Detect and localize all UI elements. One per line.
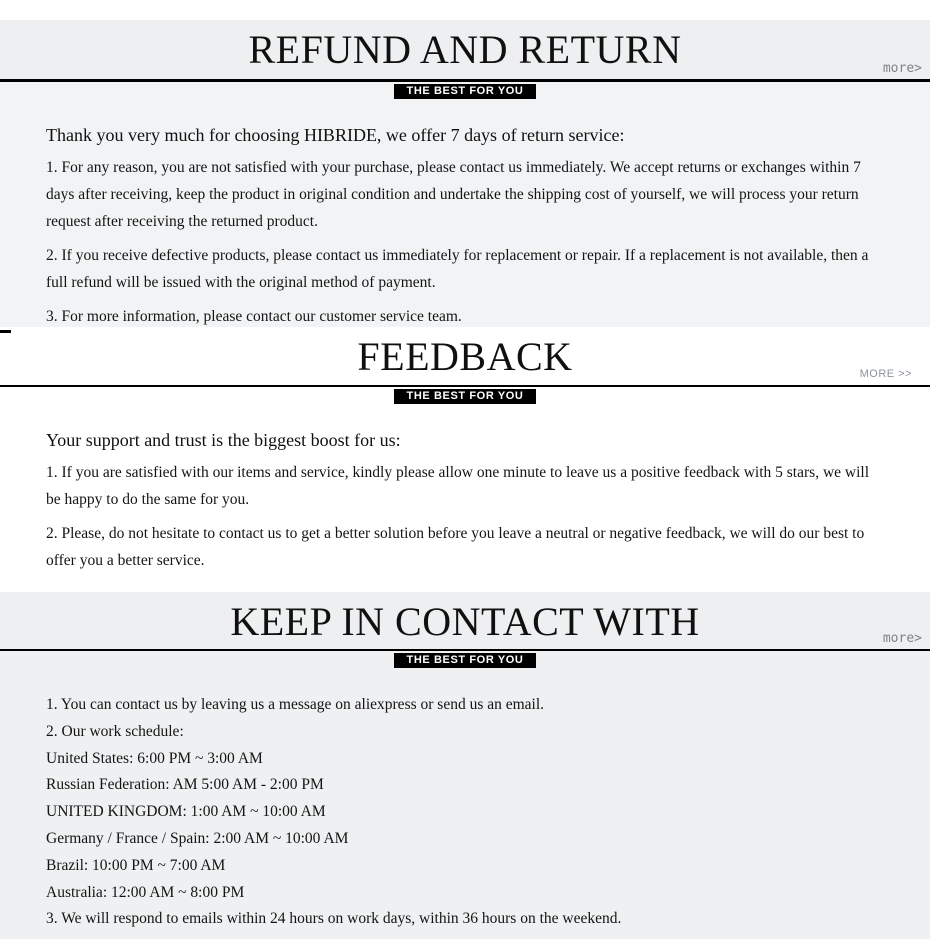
schedule-line-united-kingdom: UNITED KINGDOM: 1:00 AM ~ 10:00 AM xyxy=(46,803,326,821)
feedback-section-body xyxy=(0,387,930,592)
contact-section-title: KEEP IN CONTACT WITH xyxy=(230,599,700,644)
refund-paragraph: 1. For any reason, you are not satisfied with your purchase, please contact us immediately. We accept returns or exchanges within 7 days after receiving, keep the product in original condition and undertake the shipping cost of yourself, we will process your return request after receiving the returned product. xyxy=(46,159,861,230)
contact-more-link[interactable]: more> xyxy=(882,631,922,646)
feedback-more-link[interactable]: MORE >> xyxy=(859,368,912,380)
best-for-you-badge: THE BEST FOR YOU xyxy=(394,84,537,99)
contact-section-header xyxy=(0,592,930,651)
feedback-intro-text: Your support and trust is the biggest boost for us: xyxy=(46,430,401,450)
feedback-section-header xyxy=(0,327,930,387)
image-border-artifact xyxy=(0,330,11,333)
contact-line: 2. Our work schedule: xyxy=(46,722,184,740)
top-whitespace xyxy=(0,0,930,20)
schedule-line-united-states: United States: 6:00 PM ~ 3:00 AM xyxy=(46,749,263,767)
refund-section-header xyxy=(0,20,930,82)
refund-intro-text: Thank you very much for choosing HIBRIDE, we offer 7 days of return service: xyxy=(46,125,625,145)
contact-schedule xyxy=(0,692,930,933)
schedule-line-australia: Australia: 12:00 AM ~ 8:00 PM xyxy=(46,883,245,901)
best-for-you-badge: THE BEST FOR YOU xyxy=(394,389,537,404)
schedule-line-germany-france-spain: Germany / France / Spain: 2:00 AM ~ 10:00 AM xyxy=(46,829,349,847)
refund-more-link[interactable]: more> xyxy=(882,61,922,76)
feedback-section-title: FEEDBACK xyxy=(357,334,573,379)
best-for-you-badge: THE BEST FOR YOU xyxy=(394,653,537,668)
contact-section-body xyxy=(0,651,930,939)
refund-section-title: REFUND AND RETURN xyxy=(248,27,682,72)
feedback-paragraph: 2. Please, do not hesitate to contact us to get a better solution before you leave a neutral or negative feedback, we will do our best to offer you a better service. xyxy=(46,525,865,569)
refund-section-body xyxy=(0,82,930,327)
feedback-paragraph: 1. If you are satisfied with our items and service, kindly please allow one minute to leave us a positive feedback with 5 stars, we will be happy to do the same for you. xyxy=(46,464,869,508)
refund-paragraph: 3. For more information, please contact our customer service team. xyxy=(46,308,462,325)
feedback-badge-row xyxy=(0,387,930,402)
contact-line: 1. You can contact us by leaving us a message on aliexpress or send us an email. xyxy=(46,696,545,713)
schedule-line-russian-federation: Russian Federation: AM 5:00 AM - 2:00 PM xyxy=(46,776,324,794)
refund-paragraph: 2. If you receive defective products, please contact us immediately for replacement or repair. If a replacement is not available, then a full refund will be issued with the original method of payment. xyxy=(46,247,869,291)
refund-badge-row xyxy=(0,82,930,97)
schedule-line-brazil: Brazil: 10:00 PM ~ 7:00 AM xyxy=(46,856,226,874)
contact-line: 3. We will respond to emails within 24 hours on work days, within 36 hours on the weekend. xyxy=(46,910,622,928)
contact-badge-row xyxy=(0,651,930,666)
